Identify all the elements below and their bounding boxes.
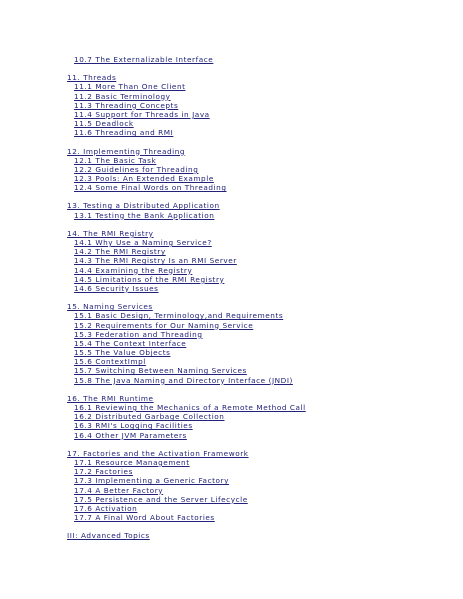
toc-section-link[interactable]: 15.8 The Java Naming and Directory Interface (JNDI) xyxy=(74,375,293,385)
toc-section-link[interactable]: 15.4 The Context Interface xyxy=(74,338,187,348)
toc-section-link[interactable]: 16.4 Other JVM Parameters xyxy=(74,430,187,440)
toc-section-link[interactable]: 15.5 The Value Objects xyxy=(74,348,171,358)
toc-section-link[interactable]: 15.7 Switching Between Naming Services xyxy=(74,366,247,376)
toc-section-link[interactable]: 16.2 Distributed Garbage Collection xyxy=(74,412,225,422)
toc-section-link[interactable]: 16.3 RMI's Logging Facilities xyxy=(74,421,193,431)
toc-chapter-link[interactable]: 15. Naming Services xyxy=(67,302,153,312)
toc-section-link[interactable]: 15.1 Basic Design, Terminology,and Requirements xyxy=(74,311,284,321)
toc-section-link[interactable]: 17.3 Implementing a Generic Factory xyxy=(74,476,229,486)
toc-section-link[interactable]: 14.6 Security Issues xyxy=(74,283,159,293)
toc-section-link[interactable]: 15.2 Requirements for Our Naming Service xyxy=(74,320,254,330)
toc-section-link[interactable]: 17.1 Resource Management xyxy=(74,457,190,467)
toc-section-link[interactable]: 14.4 Examining the Registry xyxy=(74,265,193,275)
toc-section-link[interactable]: 11.5 Deadlock xyxy=(74,119,134,129)
toc-section-link[interactable]: 11.6 Threading and RMI xyxy=(74,128,174,138)
toc-section-link[interactable]: 15.6 ContextImpl xyxy=(74,357,146,367)
toc-section-link[interactable]: 10.7 The Externalizable Interface xyxy=(74,55,214,64)
toc-section-link[interactable]: 11.1 More Than One Client xyxy=(74,82,186,92)
toc-section-link[interactable]: 17.2 Factories xyxy=(74,467,133,477)
toc-section-link[interactable]: 11.2 Basic Terminology xyxy=(74,91,171,101)
toc-chapter-link[interactable]: 12. Implementing Threading xyxy=(67,146,186,156)
toc-section-link[interactable]: 15.3 Federation and Threading xyxy=(74,329,203,339)
toc-section-link[interactable]: 11.4 Support for Threads in Java xyxy=(74,109,210,119)
toc-section-link[interactable]: 12.3 Pools: An Extended Example xyxy=(74,174,214,184)
toc-section-link[interactable]: 17.6 Activation xyxy=(74,503,138,513)
toc-chapter-link[interactable]: III: Advanced Topics xyxy=(67,531,150,541)
toc-section-link[interactable]: 11.3 Threading Concepts xyxy=(74,100,179,110)
toc-section-link[interactable]: 17.7 A Final Word About Factories xyxy=(74,513,215,523)
toc-section-link[interactable]: 14.5 Limitations of the RMI Registry xyxy=(74,274,225,284)
toc-section-link[interactable]: 13.1 Testing the Bank Application xyxy=(74,210,215,220)
toc-section-link[interactable]: 14.1 Why Use a Naming Service? xyxy=(74,238,212,247)
toc-chapter-link[interactable]: 13. Testing a Distributed Application xyxy=(67,201,220,211)
toc-section-link[interactable]: 12.4 Some Final Words on Threading xyxy=(74,183,227,193)
toc-section-link[interactable]: 12.2 Guidelines for Threading xyxy=(74,164,199,174)
toc-section-link[interactable]: 14.2 The RMI Registry xyxy=(74,247,166,257)
toc-chapter-link[interactable]: 16. The RMI Runtime xyxy=(67,393,154,403)
toc-chapter-link[interactable]: 11. Threads xyxy=(67,73,117,83)
toc-section-link[interactable]: 12.1 The Basic Task xyxy=(74,155,157,165)
toc-section-link[interactable]: 17.4 A Better Factory xyxy=(74,485,164,495)
toc-chapter-link[interactable]: 14. The RMI Registry xyxy=(67,228,154,238)
toc-chapter-link[interactable]: 17. Factories and the Activation Framework xyxy=(67,448,249,458)
toc-section-link[interactable]: 17.5 Persistence and the Server Lifecycle xyxy=(74,494,248,504)
toc-section-link[interactable]: 16.1 Reviewing the Mechanics of a Remote Method Call xyxy=(74,403,306,412)
toc-section-link[interactable]: 14.3 The RMI Registry Is an RMI Server xyxy=(74,256,237,266)
table-of-contents xyxy=(67,55,457,540)
